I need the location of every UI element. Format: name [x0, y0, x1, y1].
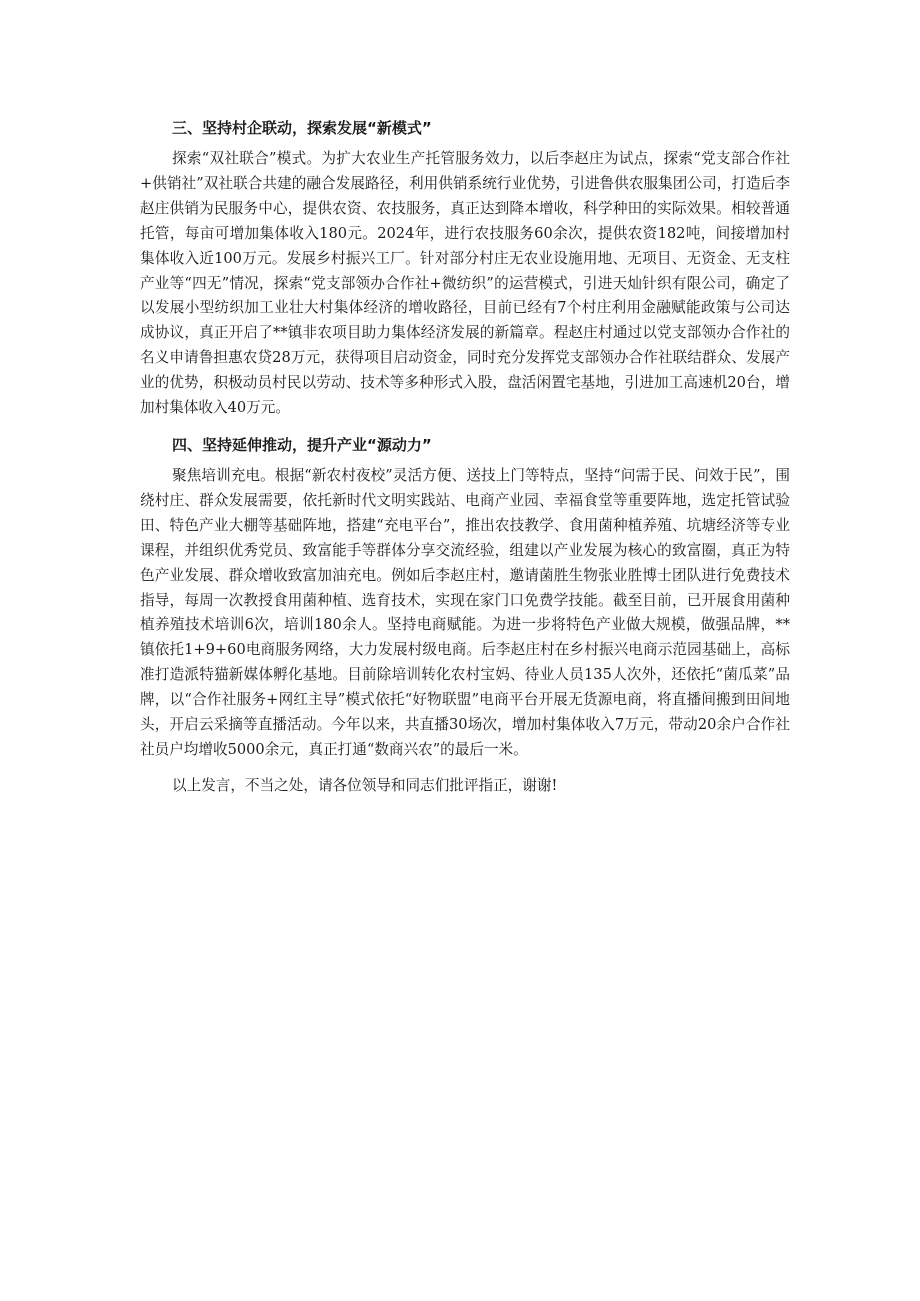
section-paragraph: 聚焦培训充电。根据“新农村夜校”灵活方便、送技上门等特点，坚持“问需于民、问效于民”，围绕村庄、群众发展需要，依托新时代文明实践站、电商产业园、幸福食堂等重要阵地，选定托管试验田、特色产业大棚等基础阵地，搭建“充电平台”，推出农技教学、食用菌种植养殖、坑塘经济等专业课程，并组织优秀党员、致富能手等群体分享交流经验，组建以产业发展为核心的致富圈，真正为特色产业发展、群众增收致富加油充电。例如后李赵庄村，邀请菌胜生物张业胜博士团队进行免费技术指导，每周一次教授食用菌种植、选育技术，实现在家门口免费学技能。截至目前，已开展食用菌种植养殖技术培训6次，培训180余人。坚持电商赋能。为进一步将特色产业做大规模，做强品牌，**镇依托1+9+60电商服务网络，大力发展村级电商。后李赵庄村在乡村振兴电商示范园基础上，高标准打造派特猫新媒体孵化基地。目前除培训转化农村宝妈、待业人员135人次外，还依托“菌瓜菜”品牌，以“合作社服务+网红主导”模式依托“好物联盟”电商平台开展无货源电商，将直播间搬到田间地头，开启云采摘等直播活动。今年以来，共直播30场次，增加村集体收入7万元，带动20余户合作社社员户均增收5000余元，真正打通“数商兴农”的最后一米。 — [140, 466, 790, 758]
section-three — [140, 116, 790, 421]
section-heading: 四、坚持延伸推动，提升产业“源动力” — [172, 435, 432, 454]
document-page — [140, 116, 790, 798]
section-four — [140, 433, 790, 763]
section-paragraph: 探索“双社联合”模式。为扩大农业生产托管服务效力，以后李赵庄为试点，探索“党支部合作社+供销社”双社联合共建的融合发展路径，利用供销系统行业优势，引进鲁供农服集团公司，打造后李赵庄供销为民服务中心，提供农资、农技服务，真正达到降本增收，科学种田的实际效果。相较普通托管，每亩可增加集体收入180元。2024年，进行农技服务60余次，提供农资182吨，间接增加村集体收入近100万元。发展乡村振兴工厂。针对部分村庄无农业设施用地、无项目、无资金、无支柱产业等“四无”情况，探索“党支部领办合作社+微纺织”的运营模式，引进天灿针织有限公司，确定了以发展小型纺织加工业壮大村集体经济的增收路径，目前已经有7个村庄利用金融赋能政策与公司达成协议，真正开启了**镇非农项目助力集体经济发展的新篇章。程赵庄村通过以党支部领办合作社的名义申请鲁担惠农贷28万元，获得项目启动资金，同时充分发挥党支部领办合作社联结群众、发展产业的优势，积极动员村民以劳动、技术等多种形式入股，盘活闲置宅基地，引进加工高速机20台，增加村集体收入40万元。 — [140, 150, 790, 417]
section-heading: 三、坚持村企联动，探索发展“新模式” — [172, 119, 432, 137]
closing-remark: 以上发言，不当之处，请各位领导和同志们批评指正，谢谢! — [172, 776, 558, 794]
